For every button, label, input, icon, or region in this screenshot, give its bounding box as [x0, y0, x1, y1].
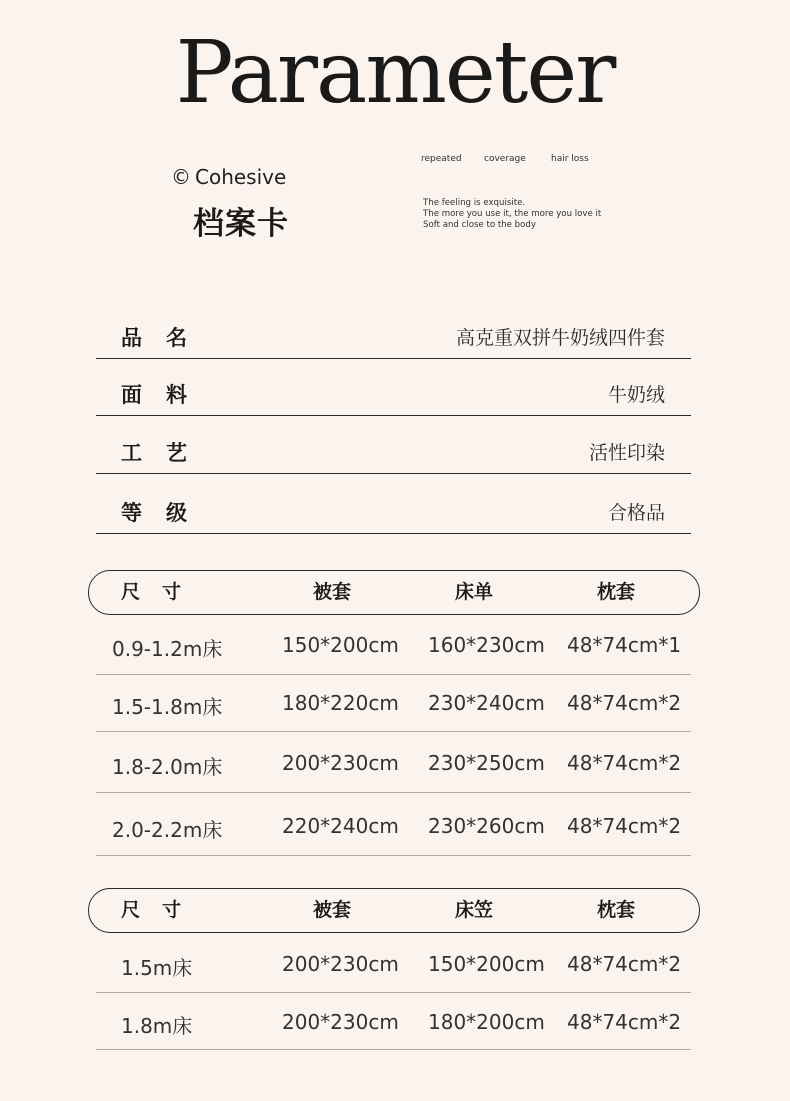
cell-duvet: 180*220cm: [282, 691, 399, 715]
tag-hair-loss: hair loss: [551, 154, 589, 164]
slogan-line: The feeling is exquisite.: [423, 198, 526, 208]
cell-size: 0.9-1.2m床: [112, 637, 223, 661]
header-bed-sheet: 床单: [455, 581, 494, 603]
brand-name: [171, 165, 286, 189]
info-label: 等级: [121, 501, 211, 525]
archive-card-label: 档案卡: [193, 206, 289, 242]
slogan-line: The more you use it, the more you love it: [423, 209, 602, 219]
cell-sheet: 230*260cm: [428, 814, 545, 838]
header-pillowcase: 枕套: [597, 899, 636, 921]
header-duvet-cover: 被套: [313, 581, 352, 603]
info-row-craft: [96, 417, 691, 474]
info-value: 牛奶绒: [607, 384, 665, 406]
cell-pillow: 48*74cm*1: [567, 633, 682, 657]
slogan-line: Soft and close to the body: [423, 220, 536, 230]
cell-sheet: 230*250cm: [428, 751, 545, 775]
cell-duvet: 220*240cm: [282, 814, 399, 838]
header-duvet-cover: 被套: [313, 899, 352, 921]
page-title: Parameter: [175, 23, 615, 123]
info-value: 活性印染: [588, 442, 665, 464]
cell-sheet: 160*230cm: [428, 633, 545, 657]
table-row: [96, 793, 691, 856]
cell-fitted-sheet: 180*200cm: [428, 1010, 545, 1034]
cell-size: 1.5m床: [121, 956, 193, 980]
slogan: [423, 198, 601, 231]
cell-pillow: 48*74cm*2: [567, 814, 682, 838]
info-value: 高克重双拼牛奶绒四件套: [455, 327, 665, 349]
cell-sheet: 230*240cm: [428, 691, 545, 715]
size-table-header-2: [88, 888, 700, 933]
table-row: [96, 934, 691, 993]
cell-duvet: 150*200cm: [282, 633, 399, 657]
table-row: [96, 675, 691, 732]
cell-size: 1.5-1.8m床: [112, 695, 223, 719]
cell-size: 1.8m床: [121, 1014, 193, 1038]
header-size: 尺寸: [121, 899, 204, 921]
header-pillowcase: 枕套: [597, 581, 636, 603]
info-value: 合格品: [607, 502, 665, 524]
cell-pillow: 48*74cm*2: [567, 691, 682, 715]
tag-coverage: coverage: [484, 154, 526, 164]
info-label: 面料: [121, 383, 211, 407]
table-row: [96, 732, 691, 793]
header-fitted-sheet: 床笠: [455, 899, 494, 921]
info-label: 品名: [121, 326, 211, 350]
table-row: [96, 616, 691, 675]
header-size: 尺寸: [121, 581, 204, 603]
cell-size: 2.0-2.2m床: [112, 818, 223, 842]
cell-pillow: 48*74cm*2: [567, 751, 682, 775]
cell-duvet: 200*230cm: [282, 751, 399, 775]
cell-fitted-sheet: 150*200cm: [428, 952, 545, 976]
info-row-product-name: [96, 302, 691, 359]
cell-duvet: 200*230cm: [282, 952, 399, 976]
info-label: 工艺: [121, 441, 211, 465]
info-row-grade: [96, 477, 691, 534]
table-row: [96, 993, 691, 1050]
info-row-fabric: [96, 359, 691, 416]
copyright-icon: ©: [171, 165, 191, 189]
cell-size: 1.8-2.0m床: [112, 755, 223, 779]
tag-repeated: repeated: [421, 154, 462, 164]
size-table-header: [88, 570, 700, 615]
cell-duvet: 200*230cm: [282, 1010, 399, 1034]
cell-pillow: 48*74cm*2: [567, 952, 682, 976]
brand-label: Cohesive: [195, 165, 287, 189]
cell-pillow: 48*74cm*2: [567, 1010, 682, 1034]
